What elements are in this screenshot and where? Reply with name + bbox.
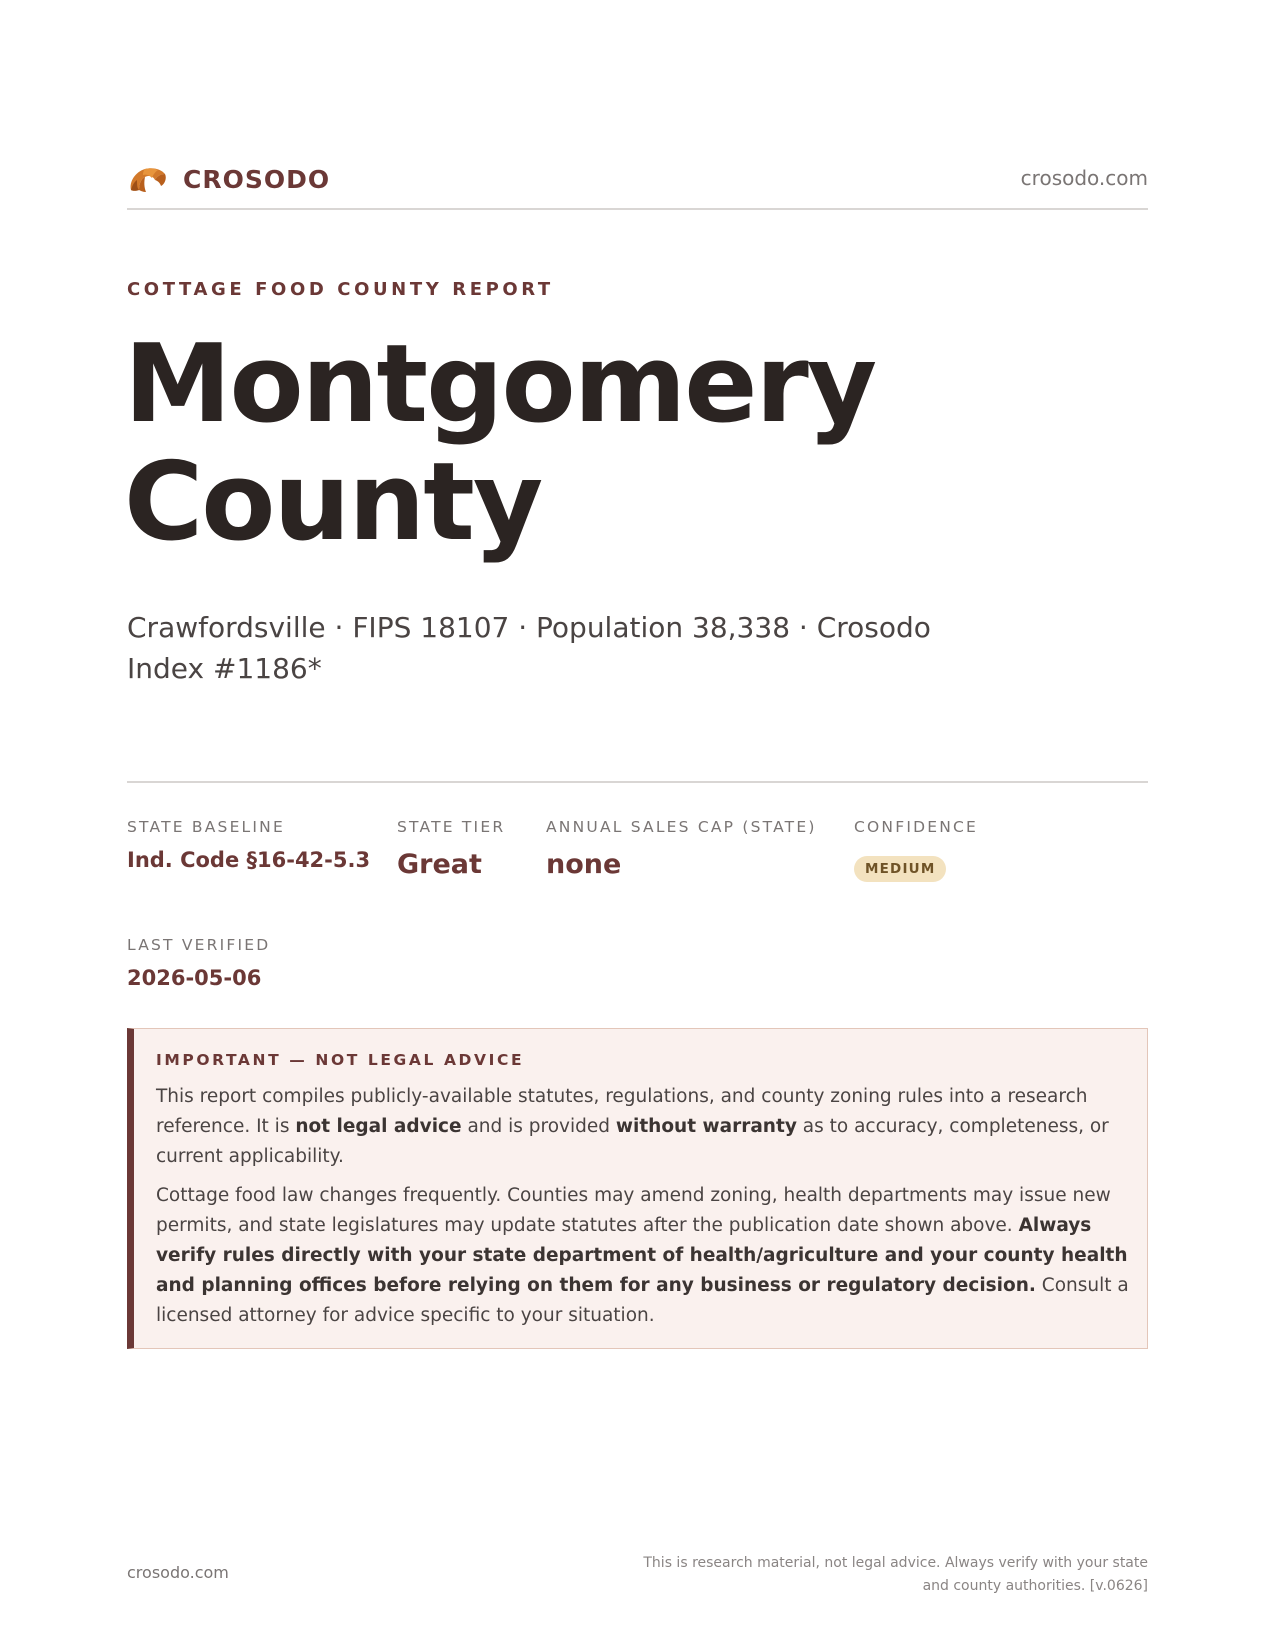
notice-emphasis: Always verify rules directly with your state department of health/agriculture and your county health and planning offices before relying on them for any business or regulatory decision. bbox=[156, 1215, 1128, 1296]
report-page bbox=[124, 0, 1148, 1650]
last-verified-value: 2026-05-06 bbox=[127, 966, 262, 990]
sales-cap-value: none bbox=[546, 849, 622, 880]
confidence-label: CONFIDENCE bbox=[854, 818, 979, 836]
croissant-icon bbox=[127, 160, 169, 198]
confidence-badge: MEDIUM bbox=[854, 856, 946, 882]
state-tier-value: Great bbox=[397, 849, 482, 880]
notice-emphasis: not legal advice bbox=[295, 1116, 462, 1137]
notice-text: as to accuracy, completeness, or current applicability. bbox=[156, 1116, 1109, 1167]
divider bbox=[127, 781, 1148, 783]
title-line-2: County bbox=[124, 440, 542, 565]
notice-text: This report compiles publicly-available statutes, regulations, and county zoning rules into a research reference. It is bbox=[156, 1086, 1088, 1137]
brand-logo[interactable] bbox=[127, 160, 330, 198]
footer-disclaimer-line-1: This is research material, not legal advice. Always verify with your state bbox=[643, 1555, 1148, 1571]
notice-text: Cottage food law changes frequently. Counties may amend zoning, health departments may issue new permits, and state legislatures may update statutes after the publication date shown above. bbox=[156, 1185, 1111, 1236]
notice-paragraph-1 bbox=[156, 1082, 1131, 1172]
notice-title: IMPORTANT — NOT LEGAL ADVICE bbox=[156, 1051, 525, 1069]
sales-cap-label: ANNUAL SALES CAP (STATE) bbox=[546, 818, 817, 836]
last-verified-label: LAST VERIFIED bbox=[127, 936, 271, 954]
state-baseline-value: Ind. Code §16-42-5.3 bbox=[127, 848, 371, 872]
title-line-1: Montgomery bbox=[124, 322, 876, 447]
notice-emphasis: without warranty bbox=[615, 1116, 797, 1137]
footer-site[interactable]: crosodo.com bbox=[127, 1563, 229, 1582]
state-baseline-label: STATE BASELINE bbox=[127, 818, 285, 836]
report-eyebrow: COTTAGE FOOD COUNTY REPORT bbox=[127, 279, 554, 300]
page-header bbox=[127, 158, 1148, 210]
site-url[interactable]: crosodo.com bbox=[1020, 166, 1148, 190]
legal-notice bbox=[127, 1028, 1148, 1349]
notice-text: and is provided bbox=[461, 1116, 616, 1137]
brand-name: CROSODO bbox=[183, 164, 331, 194]
page-title bbox=[124, 322, 1124, 565]
footer-disclaimer bbox=[588, 1552, 1148, 1598]
notice-paragraph-2 bbox=[156, 1181, 1131, 1331]
state-tier-label: STATE TIER bbox=[397, 818, 506, 836]
notice-text: Consult a licensed attorney for advice specific to your situation. bbox=[156, 1275, 1129, 1326]
report-subtitle: Crawfordsville · FIPS 18107 · Population 38,338 · Crosodo Index #1186* bbox=[127, 611, 931, 685]
footer-disclaimer-line-2: and county authorities. [v.0626] bbox=[922, 1578, 1148, 1594]
